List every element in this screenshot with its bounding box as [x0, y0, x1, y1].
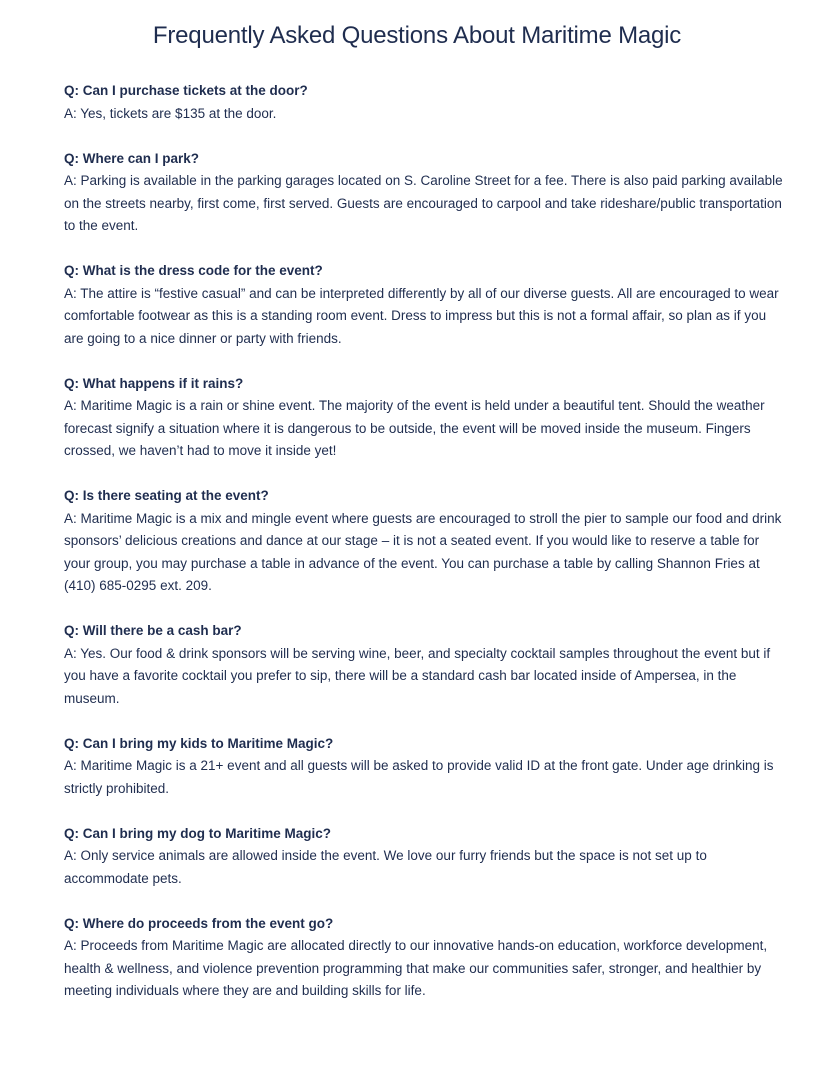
faq-answer: A: Maritime Magic is a 21+ event and all guests will be asked to provide valid ID at the front gate. Under age drinking is strictly prohibited.	[64, 758, 774, 796]
faq-question: Q: Where do proceeds from the event go?	[64, 915, 334, 931]
faq-answer: A: Parking is available in the parking garages located on S. Caroline Street for a fee. There is also paid parking available on the streets nearby, first come, first served. Guests are encouraged to carpool and take rideshare/public transportation to the event.	[64, 173, 783, 233]
faq-item	[64, 733, 784, 823]
faq-question: Q: Can I bring my kids to Maritime Magic?	[64, 735, 334, 751]
faq-item	[64, 373, 784, 486]
faq-question: Q: Where can I park?	[64, 150, 200, 166]
faq-question: Q: What happens if it rains?	[64, 375, 244, 391]
faq-item	[64, 485, 784, 620]
faq-item	[64, 260, 784, 373]
faq-item	[64, 80, 784, 148]
faq-answer: A: Only service animals are allowed inside the event. We love our furry friends but the space is not set up to accommodate pets.	[64, 848, 707, 886]
faq-answer: A: Maritime Magic is a rain or shine event. The majority of the event is held under a beautiful tent. Should the weather forecast signify a situation where it is dangerous to be outside, the event will be moved inside the museum. Fingers crossed, we haven’t had to move it inside yet!	[64, 398, 765, 458]
faq-question: Q: Will there be a cash bar?	[64, 623, 242, 638]
faq-answer: A: Proceeds from Maritime Magic are allocated directly to our innovative hands-on education, workforce development, health & wellness, and violence prevention programming that make our communities safer, stronger, and healthier by meeting individuals where they are and building skills for life.	[64, 938, 768, 998]
faq-item	[64, 913, 784, 1003]
faq-item	[64, 823, 784, 913]
faq-item	[64, 148, 784, 261]
faq-answer: A: Maritime Magic is a mix and mingle event where guests are encouraged to stroll the pier to sample our food and drink sponsors’ delicious creations and dance at our stage – it is not a seated event. If you would like to reserve a table for your group, you may purchase a table in advance of the event. You can purchase a table by calling Shannon Fries at (410) 685-0295 ext. 209.	[64, 510, 782, 593]
page-title: Frequently Asked Questions About Maritime Magic	[152, 22, 682, 49]
faq-list	[64, 80, 784, 1003]
faq-answer: A: Yes. Our food & drink sponsors will be serving wine, beer, and specialty cocktail samples throughout the event but if you have a favorite cocktail you prefer to sip, there will be a standard cash bar located inside of Ampersea, in the museum.	[64, 645, 771, 706]
faq-question: Q: Is there seating at the event?	[64, 488, 269, 503]
faq-item	[64, 620, 784, 733]
faq-question: Q: Can I bring my dog to Maritime Magic?	[64, 825, 332, 841]
faq-question: Q: Can I purchase tickets at the door?	[64, 83, 308, 98]
faq-question: Q: What is the dress code for the event?	[64, 263, 323, 278]
faq-answer: A: Yes, tickets are $135 at the door.	[64, 105, 277, 121]
faq-answer: A: The attire is “festive casual” and can be interpreted differently by all of our diverse guests. All are encouraged to wear comfortable footwear as this is a standing room event. Dress to impress but this is not a formal affair, so plan as if you are going to a nice dinner or party with friends.	[64, 285, 779, 346]
